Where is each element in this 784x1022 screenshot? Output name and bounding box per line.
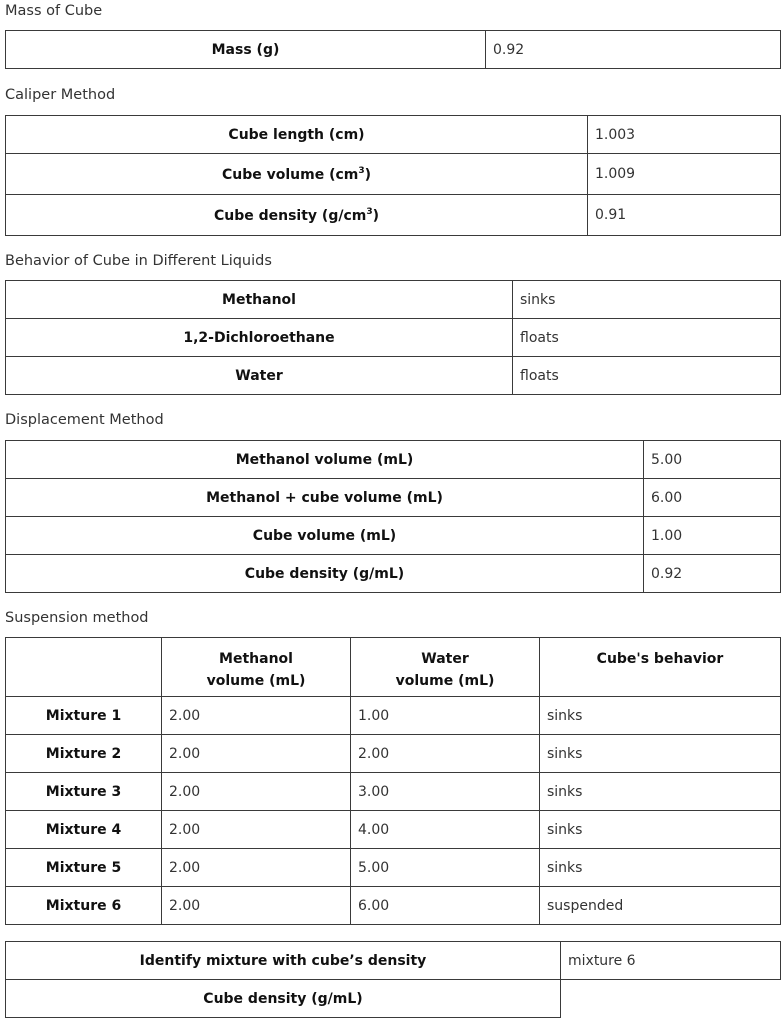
displacement-table bbox=[5, 440, 781, 593]
table-row bbox=[6, 811, 781, 849]
mixture-methanol: 2.00 bbox=[162, 811, 351, 849]
mixture-behavior: sinks bbox=[540, 811, 781, 849]
table-row bbox=[6, 555, 781, 593]
displacement-cube-volume-value: 1.00 bbox=[644, 517, 781, 555]
mixture-methanol: 2.00 bbox=[162, 773, 351, 811]
mixture-methanol: 2.00 bbox=[162, 849, 351, 887]
mixture-behavior: suspended bbox=[540, 887, 781, 925]
mixture-methanol: 2.00 bbox=[162, 735, 351, 773]
table-row bbox=[6, 517, 781, 555]
cube-volume-value: 1.009 bbox=[588, 154, 781, 195]
behavior-section-title: Behavior of Cube in Different Liquids bbox=[5, 253, 272, 269]
table-row bbox=[6, 441, 781, 479]
displacement-cube-volume-label: Cube volume (mL) bbox=[6, 517, 644, 555]
methanol-volume-label: Methanol volume (mL) bbox=[6, 441, 644, 479]
mixture-behavior: sinks bbox=[540, 773, 781, 811]
table-row bbox=[6, 980, 781, 1018]
liquid-water-label: Water bbox=[6, 357, 513, 395]
table-row bbox=[6, 154, 781, 195]
liquid-methanol-value: sinks bbox=[513, 281, 781, 319]
table-row bbox=[6, 319, 781, 357]
mixture-name: Mixture 2 bbox=[6, 735, 162, 773]
liquid-dichloroethane-value: floats bbox=[513, 319, 781, 357]
header-water-volume: Water volume (mL) bbox=[351, 638, 540, 697]
table-row bbox=[6, 195, 781, 236]
mass-value: 0.92 bbox=[486, 31, 781, 69]
cube-length-label: Cube length (cm) bbox=[6, 116, 588, 154]
table-row bbox=[6, 849, 781, 887]
methanol-cube-volume-value: 6.00 bbox=[644, 479, 781, 517]
displacement-cube-density-label: Cube density (g/mL) bbox=[6, 555, 644, 593]
mixture-water: 4.00 bbox=[351, 811, 540, 849]
mixture-water: 1.00 bbox=[351, 697, 540, 735]
mixture-water: 2.00 bbox=[351, 735, 540, 773]
mixture-name: Mixture 4 bbox=[6, 811, 162, 849]
header-methanol-volume: Methanol volume (mL) bbox=[162, 638, 351, 697]
suspension-section-title: Suspension method bbox=[5, 610, 149, 626]
mixture-name: Mixture 6 bbox=[6, 887, 162, 925]
table-row bbox=[6, 942, 781, 980]
final-table bbox=[5, 941, 781, 1018]
mixture-water: 3.00 bbox=[351, 773, 540, 811]
mass-label: Mass (g) bbox=[6, 31, 486, 69]
mixture-behavior: sinks bbox=[540, 735, 781, 773]
table-row bbox=[6, 116, 781, 154]
displacement-section-title: Displacement Method bbox=[5, 412, 164, 428]
liquid-dichloroethane-label: 1,2-Dichloroethane bbox=[6, 319, 513, 357]
header-cube-behavior: Cube's behavior bbox=[540, 638, 781, 697]
cube-density-value: 0.91 bbox=[588, 195, 781, 236]
methanol-volume-value: 5.00 bbox=[644, 441, 781, 479]
table-row bbox=[6, 281, 781, 319]
mixture-name: Mixture 5 bbox=[6, 849, 162, 887]
mass-table bbox=[5, 30, 781, 69]
mixture-water: 5.00 bbox=[351, 849, 540, 887]
mixture-name: Mixture 1 bbox=[6, 697, 162, 735]
table-row bbox=[6, 31, 781, 69]
final-cube-density-value bbox=[561, 980, 781, 1018]
header-blank bbox=[6, 638, 162, 697]
mixture-methanol: 2.00 bbox=[162, 697, 351, 735]
identify-mixture-value: mixture 6 bbox=[561, 942, 781, 980]
table-row bbox=[6, 887, 781, 925]
table-header-row bbox=[6, 638, 781, 697]
liquid-water-value: floats bbox=[513, 357, 781, 395]
cube-volume-label: Cube volume $(cm^3)$ bbox=[6, 154, 588, 195]
cube-length-value: 1.003 bbox=[588, 116, 781, 154]
mass-section-title: Mass of Cube bbox=[5, 3, 103, 19]
mixture-name: Mixture 3 bbox=[6, 773, 162, 811]
mixture-behavior: sinks bbox=[540, 697, 781, 735]
mixture-methanol: 2.00 bbox=[162, 887, 351, 925]
table-row bbox=[6, 773, 781, 811]
displacement-cube-density-value: 0.92 bbox=[644, 555, 781, 593]
suspension-table bbox=[5, 637, 781, 925]
table-row bbox=[6, 735, 781, 773]
table-row bbox=[6, 357, 781, 395]
cube-density-label: Cube density $(g/cm^3)$ bbox=[6, 195, 588, 236]
table-row bbox=[6, 479, 781, 517]
identify-mixture-label: Identify mixture with cube’s density bbox=[6, 942, 561, 980]
methanol-cube-volume-label: Methanol + cube volume (mL) bbox=[6, 479, 644, 517]
mixture-water: 6.00 bbox=[351, 887, 540, 925]
mixture-behavior: sinks bbox=[540, 849, 781, 887]
table-row bbox=[6, 697, 781, 735]
final-cube-density-label: Cube density (g/mL) bbox=[6, 980, 561, 1018]
behavior-table bbox=[5, 280, 781, 395]
caliper-section-title: Caliper Method bbox=[5, 87, 116, 103]
liquid-methanol-label: Methanol bbox=[6, 281, 513, 319]
caliper-table bbox=[5, 115, 781, 236]
